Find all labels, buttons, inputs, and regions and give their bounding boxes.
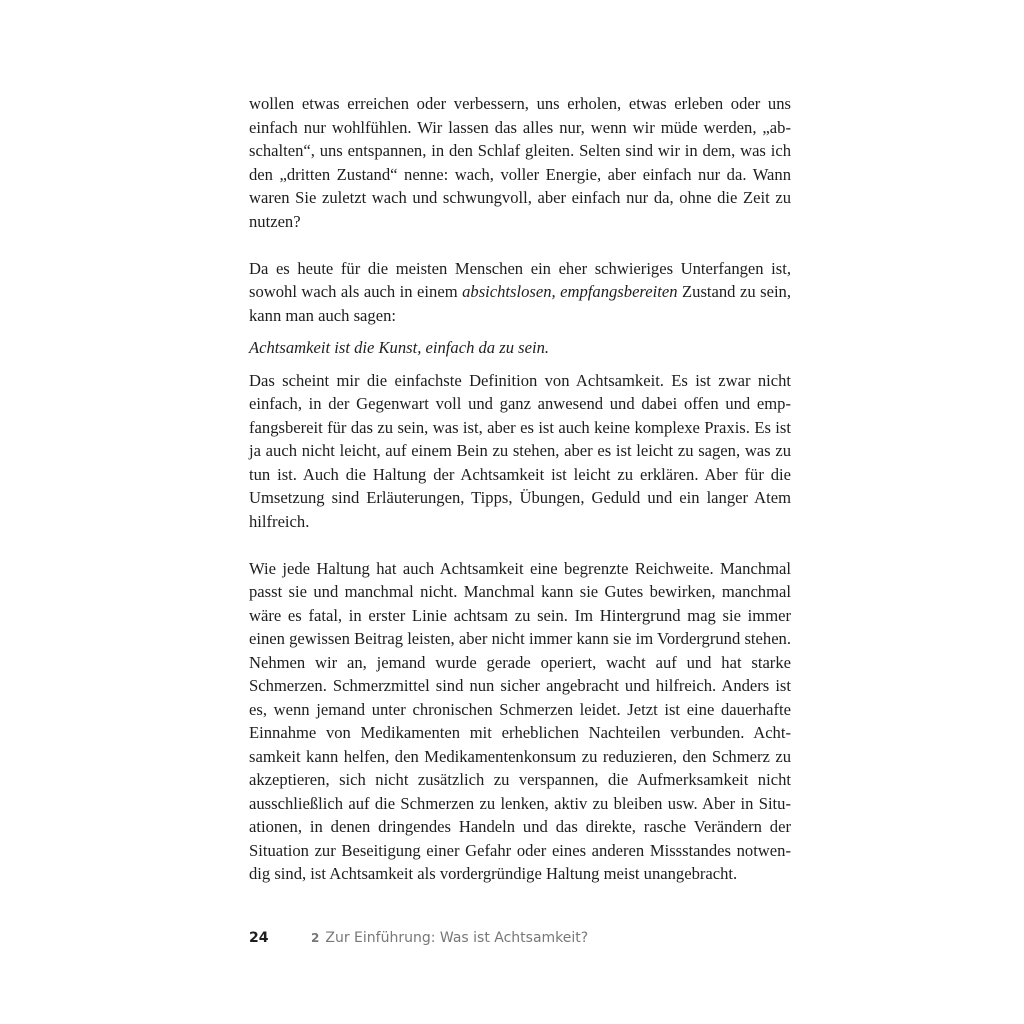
definition-quote <box>249 336 791 360</box>
chapter-title: Zur Einführung: Was ist Achtsamkeit? <box>325 930 589 946</box>
paragraph-4: Das scheint mir die einfachste Definition von Achtsamkeit. Es ist zwar nicht einfach, in der Gegenwart voll und ganz anwesend und dabei offen und empfangsbereit für das zu sein, was ist, aber es ist auch keine komplexe Praxis. Es ist ja auch nicht leicht, auf einem Bein zu stehen, aber es ist leicht zu sagen, was zu tun ist. Auch die Haltung der Achtsamkeit ist leicht zu erklären. Aber für die Umsetzung sind Erläuterungen, Tipps, Übungen, Geduld und ein langer Atem hilfreich. <box>249 370 791 531</box>
paragraph-2 <box>249 257 791 328</box>
paragraph-2-text-end: Zustand zu sein, kann man auch sagen: <box>249 282 791 325</box>
paragraph-2-text-start: Da es heute für die meisten Menschen ein eher schwieriges Unterfangen ist, sowohl wach als auch in einem <box>249 258 791 301</box>
paragraph-2-emphasis: absichtslosen, empfangsbereiten <box>462 282 678 301</box>
chapter-number: 2 <box>311 931 320 945</box>
paragraph-5: Wie jede Haltung hat auch Achtsamkeit eine begrenzte Reichweite. Manchmal passt sie und manchmal nicht. Manchmal kann sie Gutes bewirken, manchmal wäre es fatal, in erster Linie achtsam zu sein. Im Hintergrund mag sie immer einen gewissen Beitrag leisten, aber nicht immer kann sie im Vordergrund stehen. Nehmen wir an, jemand wurde gerade operiert, wacht auf und hat starke Schmerzen. Schmerzmittel sind nun sicher angebracht und hilfreich. Anders ist es, wenn jemand unter chronischen Schmerzen leidet. Jetzt ist eine dauerhafte Einnahme von Medikamenten mit erheblichen Nachteilen verbunden. Achtsamkeit kann helfen, den Medikamentenkonsum zu reduzieren, den Schmerz zu akzeptieren, sich nicht zusätzlich zu verspannen, die Aufmerksamkeit nicht ausschließlich auf die Schmerzen zu lenken, aktiv zu bleiben usw. Aber in Situationen, in denen dringendes Handeln und das direkte, rasche Verändern der Situation zur Beseitigung einer Gefahr oder eines anderen Missstandes notwendig sind, ist Achtsamkeit als vordergründige Haltung meist unangebracht. <box>249 558 791 883</box>
paragraph-1: wollen etwas erreichen oder verbessern, uns erholen, etwas erleben oder uns einfach nur wohlfühlen. Wir lassen das alles nur, wenn wir müde werden, „abschalten“, uns entspannen, in den Schlaf gleiten. Selten sind wir in dem, was ich den „dritten Zustand“ nenne: wach, voller Energie, aber einfach nur da. Wann waren Sie zuletzt wach und schwungvoll, aber einfach nur da, ohne die Zeit zu nutzen? <box>249 94 791 231</box>
page-footer <box>249 930 588 946</box>
body-text <box>249 92 791 886</box>
page-number: 24 <box>249 930 269 946</box>
definition-quote-text: Achtsamkeit ist die Kunst, einfach da zu sein. <box>249 338 550 357</box>
